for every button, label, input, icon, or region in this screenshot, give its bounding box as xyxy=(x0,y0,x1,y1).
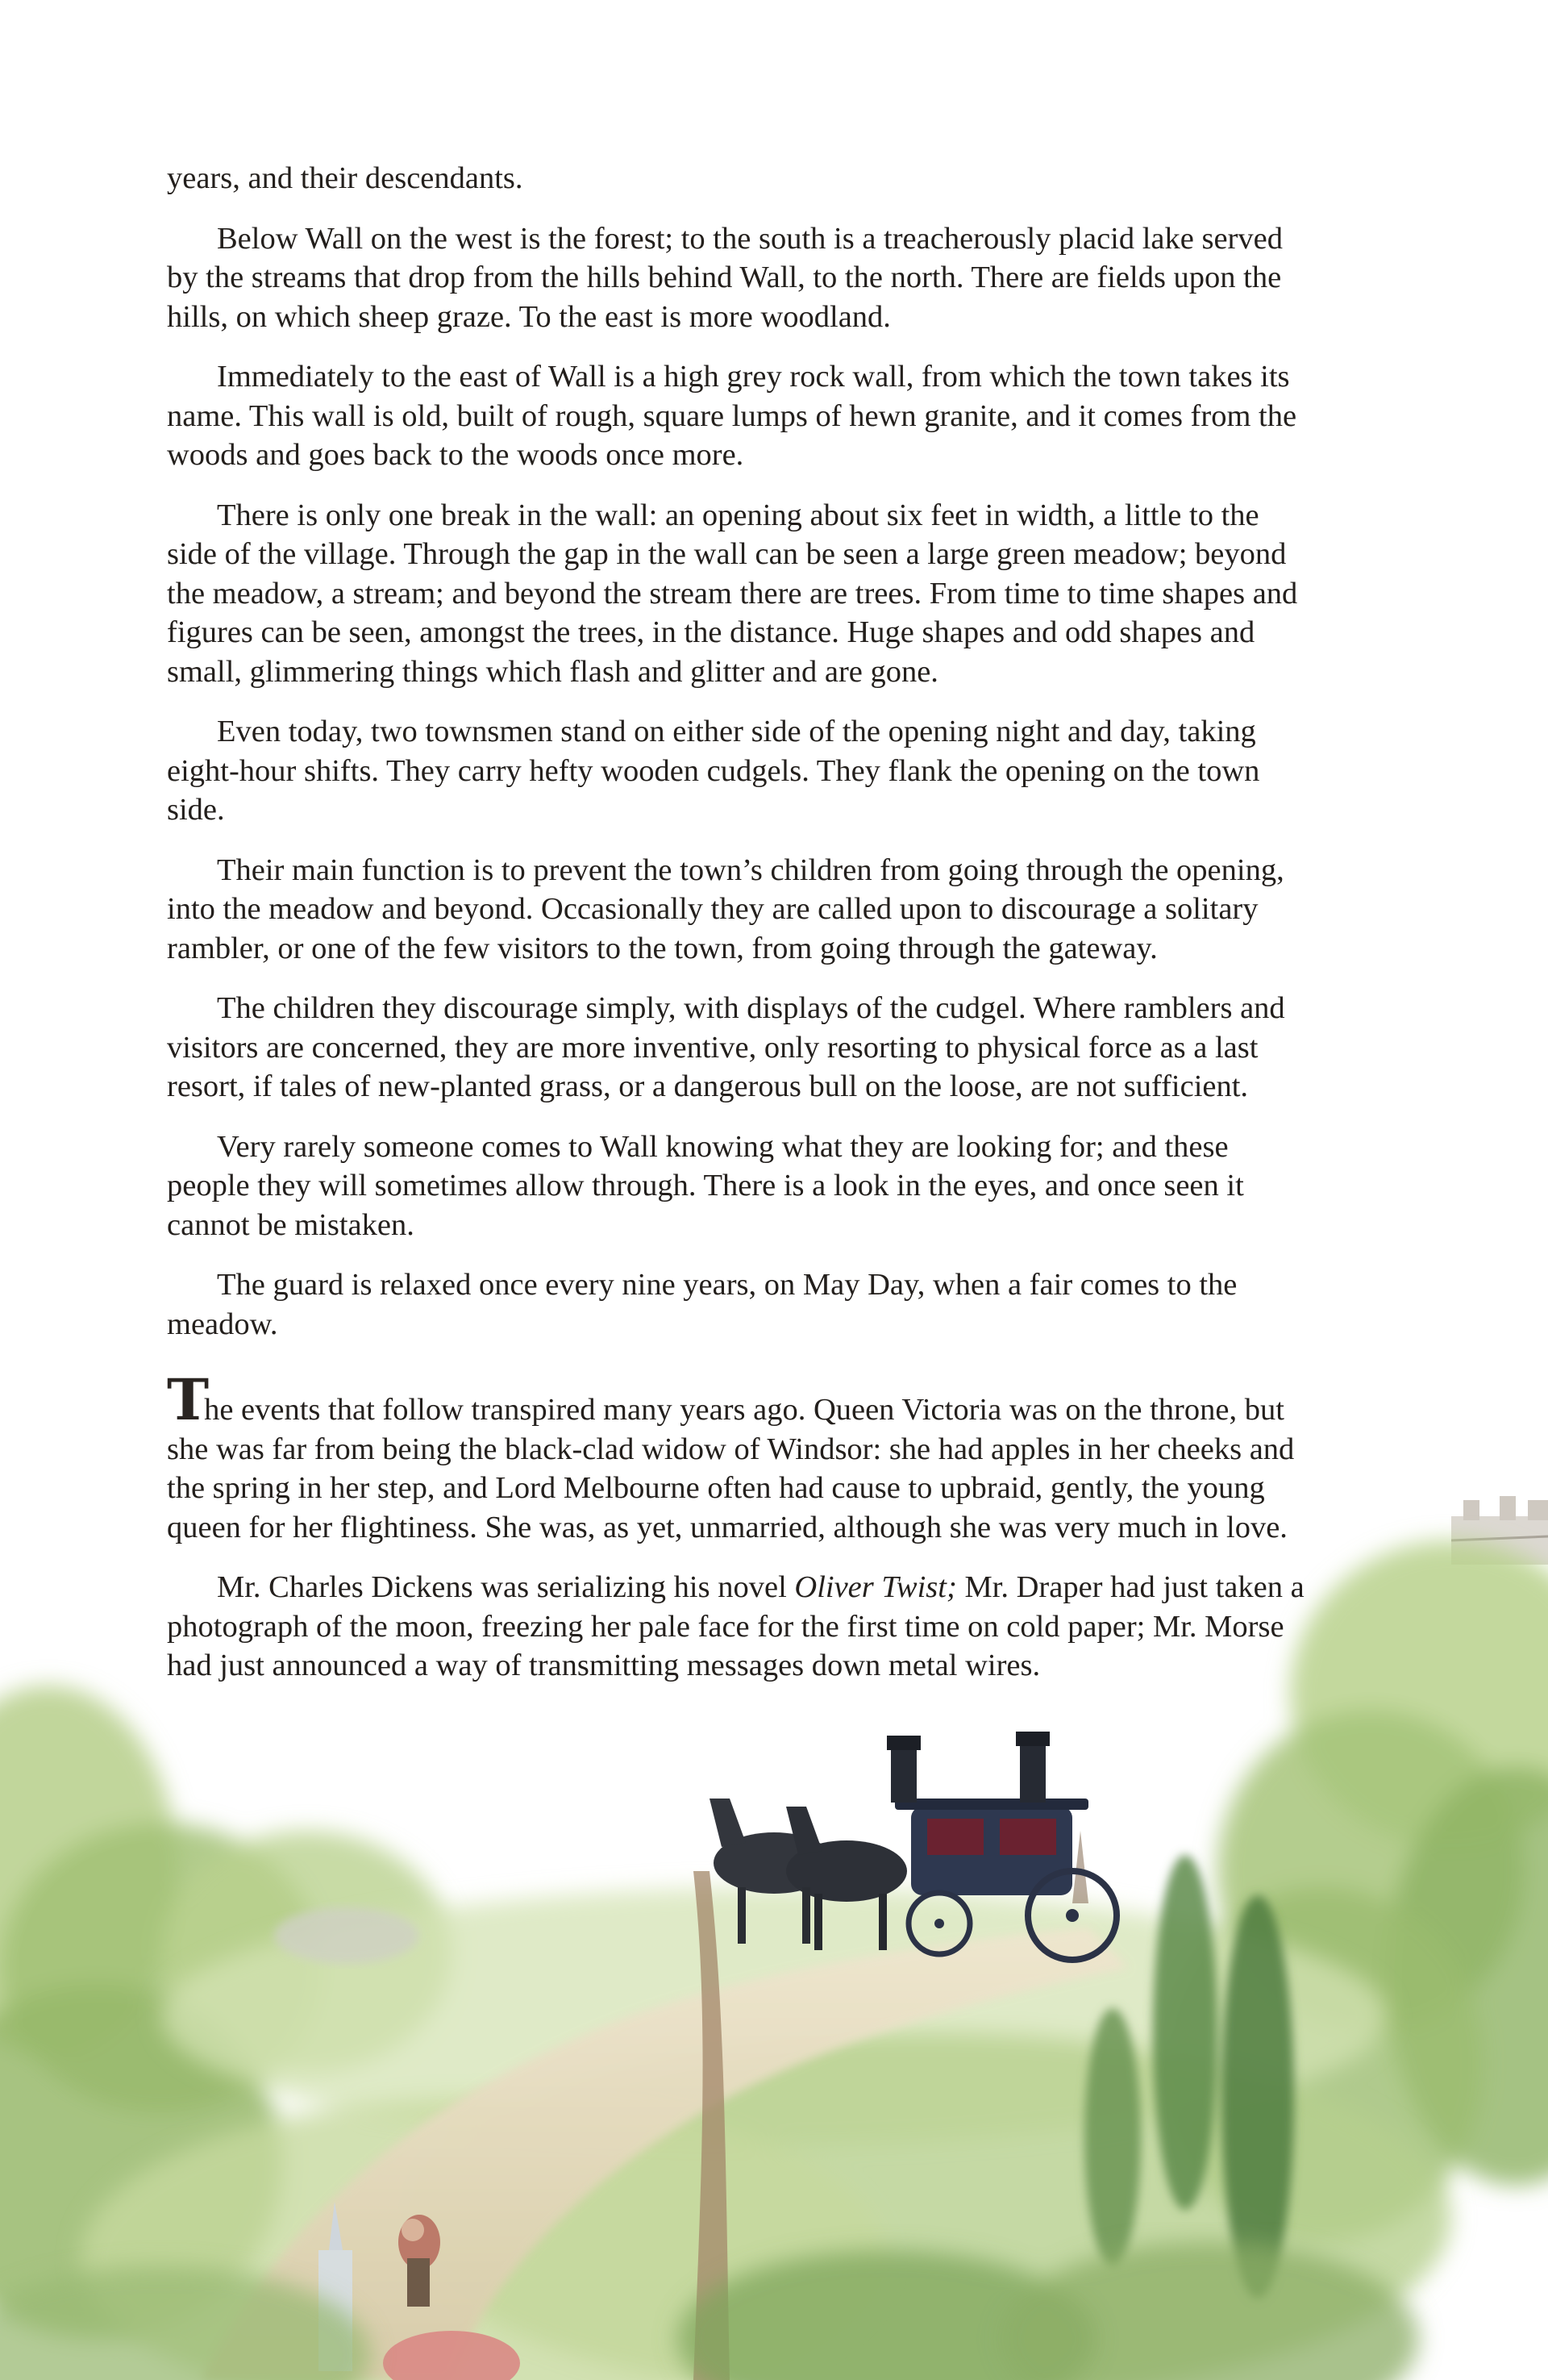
section-paragraph-text: he events that follow transpired many years ago. Queen Victoria was on the throne, but she was far from being the black-clad widow of Windsor: she had apples in her cheeks and the spring in her step, and Lord Melbourne often had cause to upbraid, gently, the young queen for her flightiness. She was, as yet, unmarried, although she was very much in love. xyxy=(167,1393,1295,1544)
drop-cap: T xyxy=(167,1366,205,1433)
rock xyxy=(274,1907,419,1964)
section-opening-paragraph xyxy=(167,1366,1312,1547)
paragraph: The guard is relaxed once every nine years, on May Day, when a fair comes to the meadow. xyxy=(167,1268,1238,1341)
paragraph: Their main function is to prevent the town’s children from going through the opening, into the meadow and beyond. Occasionally they are called upon to discourage a solitary rambler, or one of the few visitors to the town, from going through the gateway. xyxy=(167,852,1284,965)
paragraph: Below Wall on the west is the forest; to the south is a treacherously placid lake served by the streams that drop from the hills behind Wall, to the north. There are fields upon the hills, on which sheep graze. To the east is more woodland. xyxy=(167,221,1283,334)
paragraph-continued: years, and their descendants. xyxy=(167,161,523,195)
book-title-italic: Oliver Twist; xyxy=(794,1570,957,1604)
paragraph: The children they discourage simply, with displays of the cudgel. Where ramblers and visitors are concerned, they are more inventive, only resorting to physical force as a last resort, if tales of new-planted grass, or a dangerous bull on the loose, are not sufficient. xyxy=(167,991,1285,1103)
body-text xyxy=(167,159,1312,1707)
paragraph: Even today, two townsmen stand on either side of the opening night and day, taking eight-hour shifts. They carry hefty wooden cudgels. They flank the opening on the town side. xyxy=(167,715,1260,827)
paragraph: Immediately to the east of Wall is a high grey rock wall, from which the town takes its name. This wall is old, built of rough, square lumps of hewn granite, and it comes from the woods and goes back to the woods once more. xyxy=(167,360,1297,472)
paragraph: There is only one break in the wall: an opening about six feet in width, a little to the side of the village. Through the gap in the wall can be seen a large green meadow; beyond the meadow, a stream; and beyond the stream there are trees. From time to time shapes and figures can be seen, amongst the trees, in the distance. Huge shapes and odd shapes and small, glimmering things which flash and glitter and are gone. xyxy=(167,498,1298,689)
paragraph-text-after: Mr. Draper had just taken a photograph of the moon, freezing her pale face for the first time on cold paper; Mr. Morse had just announced a way of transmitting messages down metal wires. xyxy=(167,1570,1305,1682)
paragraph-text-before: Mr. Charles Dickens was serializing his novel xyxy=(217,1570,795,1604)
paragraph xyxy=(167,1568,1312,1686)
paragraph: Very rarely someone comes to Wall knowing what they are looking for; and these people they will sometimes allow through. There is a look in the eyes, and once seen it cannot be mistaken. xyxy=(167,1129,1244,1242)
